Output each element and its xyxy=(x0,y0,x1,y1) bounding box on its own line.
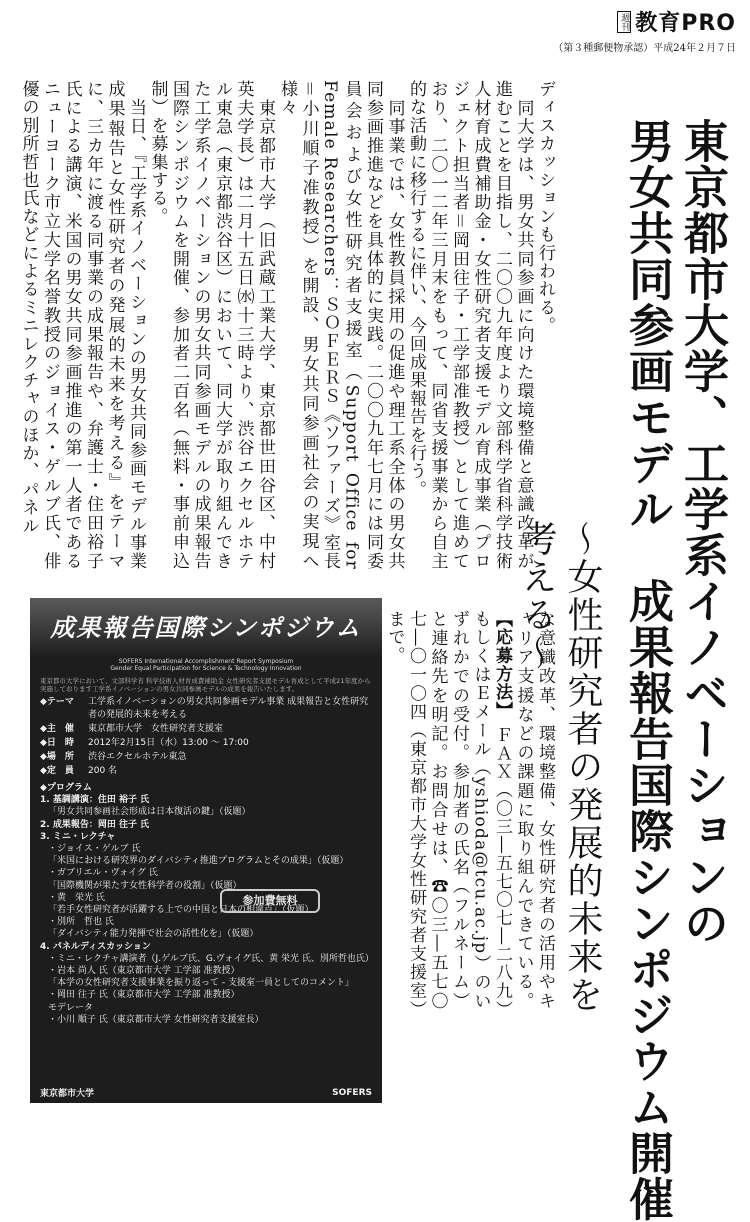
flyer-banner xyxy=(30,598,382,656)
program-item: モデレータ xyxy=(48,1002,93,1013)
frequency-tag: 週刊 xyxy=(619,12,630,31)
flyer-info-value: 200 名 xyxy=(88,766,118,776)
flyer-info-key: ◆主 催 xyxy=(40,724,74,734)
publication-name: 教育PRO xyxy=(635,11,736,36)
program-item: 「米国における研究界のダイバシティ推進プログラムとその成果」（仮題） xyxy=(48,856,349,867)
flyer-info-value: 渋谷エクセルホテル東急 xyxy=(88,752,187,762)
article-column-2 xyxy=(275,80,555,570)
program-item: ・小川 順子 氏（東京都市大学 女性研究者支援室長） xyxy=(48,1014,264,1025)
program-item: 「男女共同参画社会形成は日本復活の鍵」（仮題） xyxy=(48,807,251,818)
program-item: 1. 基調講演：住田 裕子 氏 xyxy=(40,795,150,806)
program-item: 2. 成果報告：岡田 往子 氏 xyxy=(40,819,150,830)
flyer-program xyxy=(40,782,372,1026)
flyer-info-key: ◆定 員 xyxy=(40,766,74,776)
article-column-3 xyxy=(384,610,555,1010)
program-item: ・黄 栄光 氏 xyxy=(48,892,105,903)
program-item: 4. パネルディスカッション xyxy=(40,941,151,952)
flyer-info-key: ◆テーマ xyxy=(40,697,74,707)
symposium-flyer xyxy=(30,598,382,1103)
flyer-info-key: ◆場 所 xyxy=(40,752,74,762)
program-item: ・ジョイス・ゲルブ 氏 xyxy=(48,844,141,855)
sofers-logo: SOFERS xyxy=(332,1087,372,1098)
program-item: 「ダイバシティ能力発揮で社会の活性化を」（仮題） xyxy=(48,929,259,940)
flyer-info-row xyxy=(40,737,372,750)
program-item: ・別所 哲也 氏 xyxy=(48,917,114,928)
program-item: 「若手女性研究者が活躍する上での中国と日本の相違点」（仮題） xyxy=(48,905,314,916)
flyer-footer xyxy=(40,1086,372,1099)
flyer-intro: 東京都市大学において、文部科学省 科学技術人材育成費補助金 女性研究者支援モデル育成として平成21年度から実施しております工学系イノベーションの男女共同参画モデルの成果を報告いたします。 xyxy=(40,677,371,693)
postal-date: （第３種郵便物承認）平成24年２月７日 xyxy=(553,43,736,54)
article-text-1: 東京都市大学（旧武蔵工業大学、東京都世田谷区、中村英夫学長）は二月十五日㈬十三時より、渋谷エクセルホテル東急（東京都渋谷区）において、同大学が取り組んできた工学系イノベーションの男女共同参画モデルの成果報告国際シンポジウムを開催、参加者二百名（無料・事前申込制）を募集する。 当日、『工学系イノベーションの男女共同参画モデル事業成果報告と女性研究者の発展的未来を考える』をテーマに、三カ年に渡る同事業の成果報告や、弁護士・住田裕子氏による講演、米国の男女共同参画推進の第一人者であるニューヨーク市立大学名誉教授のジョイス・ゲルブ氏、俳優の別所哲也氏などによるミニレクチャのほか、パネル xyxy=(18,80,275,570)
article-text-3: な意識改革、環境整備、女性研究者の活用やキャリア支援などの課題に取り組んできている。 xyxy=(513,610,555,1010)
program-item: ・ガブリエル・ヴォイグ 氏 xyxy=(48,868,158,879)
free-admission-badge: 参加費無料 xyxy=(220,889,320,913)
flyer-subtitle-en: SOFERS International Accomplishment Report Symposium Gender Equal Participation for Science & Technology Innovation xyxy=(110,658,302,672)
program-item: ・ミニ・レクチャ講演者（J.ゲルブ氏、G.ヴォイグ氏、黄 栄光 氏、別所哲也氏） xyxy=(48,953,374,964)
flyer-info-key: ◆日 時 xyxy=(40,738,74,748)
headline-line1: 東京都市大学、工学系イノベーションの xyxy=(676,118,729,946)
program-heading: ◆プログラム xyxy=(40,783,92,793)
masthead xyxy=(553,6,736,54)
university-logo: 東京都市大学 xyxy=(40,1089,95,1099)
headline-line2: 男女共同参画モデル 成果報告国際シンポジウム開催 xyxy=(621,118,674,1222)
program-item: ・岡田 往子 氏（東京都市大学 工学部 准教授） xyxy=(48,990,240,1001)
program-item: 3. ミニ・レクチャ xyxy=(40,831,116,842)
program-item: ・岩本 尚人 氏（東京都市大学 工学部 准教授） xyxy=(48,966,240,977)
flyer-info-row xyxy=(40,751,372,764)
flyer-info-row xyxy=(40,723,372,736)
apply-text: ＦＡＸ（〇三―五七〇七―二八九）もしくはＥメール（yshioda@tcu.ac.jp）のいずれかでの受付。参加者の氏名（フルネーム）と連絡先を明記。お問合せは、☎〇三―五七〇七―〇一〇四（東京都市大学女性研究者支援室）まで。 xyxy=(384,610,512,1010)
flyer-info-value: 工学系イノベーションの男女共同参画モデル事業 成果報告と女性研究者の発展的未来を考える xyxy=(88,697,369,720)
program-item: 「本学の女性研究者支援事業を振り返って - 支援室一員としてのコメント」 xyxy=(48,978,354,989)
flyer-info-value: 2012年2月15日（水）13:00 〜 17:00 xyxy=(88,738,249,748)
flyer-info-rows xyxy=(40,696,372,778)
flyer-info-row xyxy=(40,696,372,722)
program-list xyxy=(40,794,372,1026)
flyer-title: 成果報告国際シンポジウム xyxy=(50,614,362,642)
flyer-info-value: 東京都市大学 女性研究者支援室 xyxy=(88,724,224,734)
article-text-2: ディスカッションも行われる。 同大学は、男女共同参画に向けた環境整備と意識改革が進むことを目指し、二〇〇九年度より文部科学省科学技術人材育成費補助金・女性研究者支援モデル育成事業（プロジェクト担当者＝岡田往子・工学部准教授）として進めており、二〇一二年三月末をもって、同省支援事業から自主的な活動に移行するに伴い、今回成果報告を行う。 同事業では、女性教員採用の促進や理工系全体の男女共同参画推進などを具体的に実践。二〇〇九年七月には同委員会および女性研究者支援室（Support Office for Female Researchers：ＳＯＦＥＲＳ《ソファーズ》室長＝小川順子准教授）を開設、男女共同参画社会の実現へ様々 xyxy=(277,80,555,570)
flyer-info-row xyxy=(40,765,372,778)
apply-heading: 【応募方法】 xyxy=(492,610,512,720)
headline-subtitle: 〜女性研究者の発展的未来を考える〜 xyxy=(516,520,603,1014)
program-item: 「国際機関が果たす女性科学者の役割」（仮題） xyxy=(48,880,242,891)
article-column-1 xyxy=(18,80,275,570)
